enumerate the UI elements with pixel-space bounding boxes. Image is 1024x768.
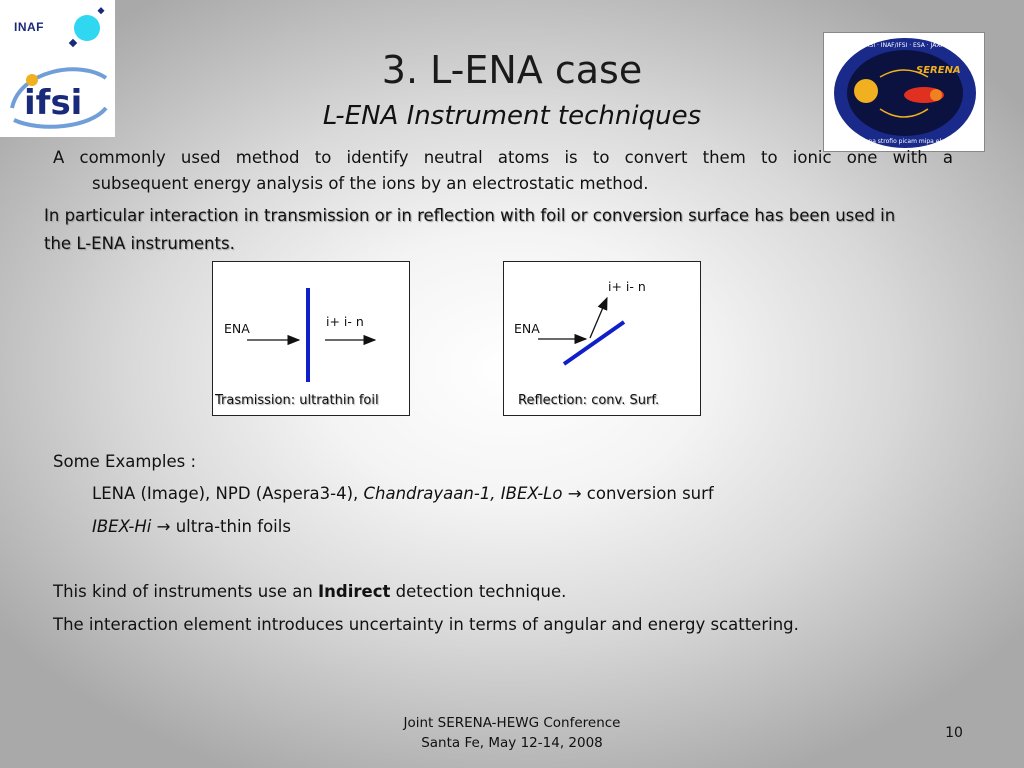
reflection-caption: Reflection: conv. Surf.	[518, 393, 660, 408]
footer-conference: Joint SERENA-HEWG Conference	[403, 715, 621, 731]
transmission-diagram	[212, 261, 410, 416]
examples-line1-tail: conversion surf	[586, 484, 714, 503]
transmission-caption: Trasmission: ultrathin foil	[215, 393, 379, 408]
slide-subtitle: L-ENA Instrument techniques	[322, 101, 702, 131]
examples-line2-italic: IBEX-Hi	[92, 517, 152, 536]
arrow-right-icon: →	[156, 517, 171, 536]
indirect-prefix: This kind of instruments use an	[53, 582, 313, 601]
ion-output-label: i+ i- n	[326, 314, 364, 329]
examples-line-foils	[92, 516, 291, 538]
serena-logo-text: SERENA	[916, 65, 961, 76]
footer	[362, 713, 662, 753]
examples-heading: Some Examples :	[53, 452, 197, 471]
reflection-diagram	[503, 261, 701, 416]
indirect-suffix: detection technique.	[395, 582, 567, 601]
ion-output-label: i+ i- n	[608, 279, 646, 294]
footer-location-date: Santa Fe, May 12-14, 2008	[421, 735, 603, 751]
examples-line2-tail: ultra-thin foils	[175, 517, 291, 536]
ion-reflected-arrow	[590, 298, 607, 338]
ena-label: ENA	[224, 321, 250, 336]
indirect-bold: Indirect	[318, 582, 391, 601]
examples-line1-plain: LENA (Image), NPD (Aspera3-4),	[92, 484, 359, 503]
serena-ring-bottom-text: oliena strofio picam mipa elena	[857, 138, 953, 145]
ifsi-logo-text: ifsi	[24, 83, 83, 123]
serena-ring-text: ASI · INAF/IFSI · ESA · JAXA	[865, 42, 945, 49]
inaf-logo-text: INAF	[14, 20, 44, 34]
slide-title: 3. L-ENA case	[381, 48, 643, 92]
interaction-paragraph: In particular interaction in transmission or in reflection with foil or conversion surface has been used in the L-ENA instruments.	[44, 206, 896, 253]
arrow-right-icon: →	[567, 484, 582, 503]
intro-paragraph-line2: subsequent energy analysis of the ions by an electrostatic method.	[92, 174, 649, 193]
intro-paragraph-line1: A commonly used method to identify neutral atoms is to convert them to ionic one with a	[53, 148, 953, 167]
indirect-detection-line	[53, 581, 566, 603]
ena-label: ENA	[514, 321, 540, 336]
examples-line1-italic: Chandrayaan-1, IBEX-Lo	[363, 484, 563, 503]
uncertainty-line: The interaction element introduces uncertainty in terms of angular and energy scattering.	[53, 615, 799, 634]
page-number: 10	[945, 725, 963, 741]
examples-line-conversion	[92, 483, 714, 505]
